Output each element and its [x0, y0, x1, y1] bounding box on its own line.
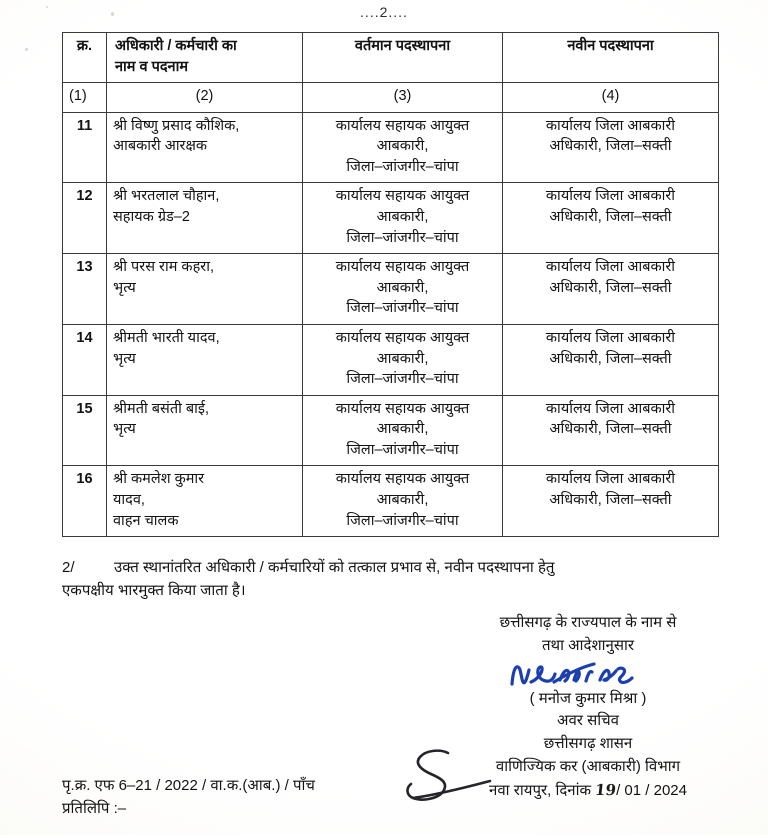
row-serial: 15 [63, 395, 107, 466]
signature-authority-line2: तथा आदेशानुसार [541, 636, 635, 654]
row-new-posting [503, 254, 719, 325]
reference-number: पृ.क्र. एफ 6–21 / 2022 / वा.क.(आब.) / पाँच [62, 777, 315, 794]
row-name-line1: श्रीमती बसंती बाई, [113, 400, 210, 417]
footer-reference-block [62, 775, 315, 820]
row-name-line2: यादव, [113, 491, 145, 508]
current-line1: कार्यालय सहायक आयुक्त [335, 471, 470, 488]
current-line2: आबकारी, [376, 491, 429, 508]
row-name-designation [107, 183, 303, 254]
colnum-4: (4) [503, 83, 719, 113]
table-header-row [63, 33, 719, 83]
signatory-name: ( मनोज कुमार मिश्रा ) [529, 689, 647, 707]
header-name-designation [107, 33, 303, 83]
current-line2: आबकारी, [376, 350, 429, 367]
row-serial: 11 [63, 112, 107, 183]
table-row [63, 395, 719, 466]
table-row [63, 466, 719, 537]
header-current-posting: वर्तमान पदस्थापना [303, 33, 503, 83]
new-line1: कार्यालय जिला आबकारी [545, 471, 676, 488]
header-new-posting: नवीन पदस्थापना [503, 33, 719, 83]
department-name: वाणिज्यिक कर (आबकारी) विभाग [495, 757, 681, 775]
row-name-line1: श्री विष्णु प्रसाद कौशिक, [113, 117, 240, 134]
row-name-line2: भृत्य [113, 421, 136, 438]
current-line2: आबकारी, [376, 209, 429, 226]
order-clause-2 [62, 556, 738, 603]
row-serial: 14 [63, 324, 107, 395]
row-name-line2: भृत्य [113, 279, 136, 296]
row-current-posting [303, 183, 503, 254]
current-line1: कार्यालय सहायक आयुक्त [335, 259, 470, 276]
row-new-posting [503, 183, 719, 254]
new-line2: अधिकारी, जिला–सक्ती [549, 350, 672, 367]
new-line1: कार्यालय जिला आबकारी [545, 188, 676, 205]
row-name-line2: आबकारी आरक्षक [113, 138, 207, 155]
new-line2: अधिकारी, जिला–सक्ती [549, 491, 672, 508]
current-line2: आबकारी, [376, 279, 429, 296]
new-line2: अधिकारी, जिला–सक्ती [549, 138, 672, 155]
cut-off-content [62, 826, 662, 838]
row-current-posting [303, 324, 503, 395]
current-line3: जिला–जांजगीर–चांपा [346, 158, 459, 175]
current-line1: कार्यालय सहायक आयुक्त [335, 188, 470, 205]
row-name-line1: श्री परस राम कहरा, [113, 259, 214, 276]
header-name-line1: अधिकारी / कर्मचारी का [115, 38, 237, 54]
new-line1: कार्यालय जिला आबकारी [545, 259, 676, 276]
row-name-designation [107, 466, 303, 537]
row-name-line1: श्री भरतलाल चौहान, [113, 188, 220, 205]
clause-line1: उक्त स्थानांतरित अधिकारी / कर्मचारियों को तत्काल प्रभाव से, नवीन पदस्थापना हेतु [114, 559, 555, 576]
colnum-1: (1) [63, 83, 107, 113]
row-name-designation [107, 112, 303, 183]
row-serial: 13 [63, 254, 107, 325]
header-serial: क्र. [63, 33, 107, 83]
place-and-date [420, 779, 756, 803]
new-line2: अधिकारी, जिला–सक्ती [549, 421, 672, 438]
row-current-posting [303, 254, 503, 325]
row-name-designation [107, 324, 303, 395]
row-new-posting [503, 112, 719, 183]
current-line2: आबकारी, [376, 421, 429, 438]
handwritten-date-day: 19 [594, 780, 618, 799]
row-name-designation [107, 395, 303, 466]
new-line1: कार्यालय जिला आबकारी [545, 329, 676, 346]
current-line1: कार्यालय सहायक आयुक्त [335, 329, 470, 346]
signature-ink-space [420, 658, 756, 688]
row-name-line2: भृत्य [113, 350, 136, 367]
row-name-line2: सहायक ग्रेड–2 [113, 209, 190, 226]
current-line1: कार्यालय सहायक आयुक्त [335, 117, 470, 134]
page-number: ....2.... [360, 4, 408, 20]
transfer-order-table [62, 32, 719, 537]
table-row [63, 112, 719, 183]
row-serial: 16 [63, 466, 107, 537]
current-line3: जिला–जांजगीर–चांपा [346, 300, 459, 317]
clause-line2: एकपक्षीय भारमुक्त किया जाता है। [62, 582, 246, 600]
date-month-year: / 01 / 2024 [616, 781, 687, 799]
signature-block [420, 612, 756, 803]
current-line3: जिला–जांजगीर–चांपा [346, 229, 459, 246]
place-label: नवा रायपुर, दिनांक [489, 781, 592, 799]
current-line3: जिला–जांजगीर–चांपा [346, 441, 459, 458]
table-row [63, 324, 719, 395]
signatory-designation: अवर सचिव [557, 712, 619, 730]
table-column-number-row [63, 83, 719, 113]
row-serial: 12 [63, 183, 107, 254]
row-new-posting [503, 466, 719, 537]
clause-number: 2/ [62, 559, 75, 576]
new-line1: कार्यालय जिला आबकारी [545, 117, 676, 134]
new-line1: कार्यालय जिला आबकारी [545, 400, 676, 417]
government-name: छत्तीसगढ़ शासन [543, 735, 633, 753]
signature-authority-line1: छत्तीसगढ़ के राज्यपाल के नाम से [499, 614, 677, 631]
row-name-line1: श्री कमलेश कुमार [113, 471, 205, 488]
row-current-posting [303, 466, 503, 537]
table-row [63, 183, 719, 254]
colnum-2: (2) [107, 83, 303, 113]
current-line1: कार्यालय सहायक आयुक्त [335, 400, 470, 417]
row-current-posting [303, 112, 503, 183]
row-name-line3: वाहन चालक [113, 512, 179, 529]
current-line2: आबकारी, [376, 138, 429, 155]
row-name-designation [107, 254, 303, 325]
new-line2: अधिकारी, जिला–सक्ती [549, 209, 672, 226]
colnum-3: (3) [303, 83, 503, 113]
header-name-line2: नाम व पदनाम [115, 58, 189, 75]
row-current-posting [303, 395, 503, 466]
scan-speck [25, 48, 28, 51]
row-new-posting [503, 395, 719, 466]
row-name-line1: श्रीमती भारती यादव, [113, 329, 220, 346]
row-new-posting [503, 324, 719, 395]
table-row [63, 254, 719, 325]
copy-to-label: प्रतिलिपि :– [62, 799, 127, 817]
current-line3: जिला–जांजगीर–चांपा [346, 371, 459, 388]
current-line3: जिला–जांजगीर–चांपा [346, 512, 459, 529]
new-line2: अधिकारी, जिला–सक्ती [549, 279, 672, 296]
